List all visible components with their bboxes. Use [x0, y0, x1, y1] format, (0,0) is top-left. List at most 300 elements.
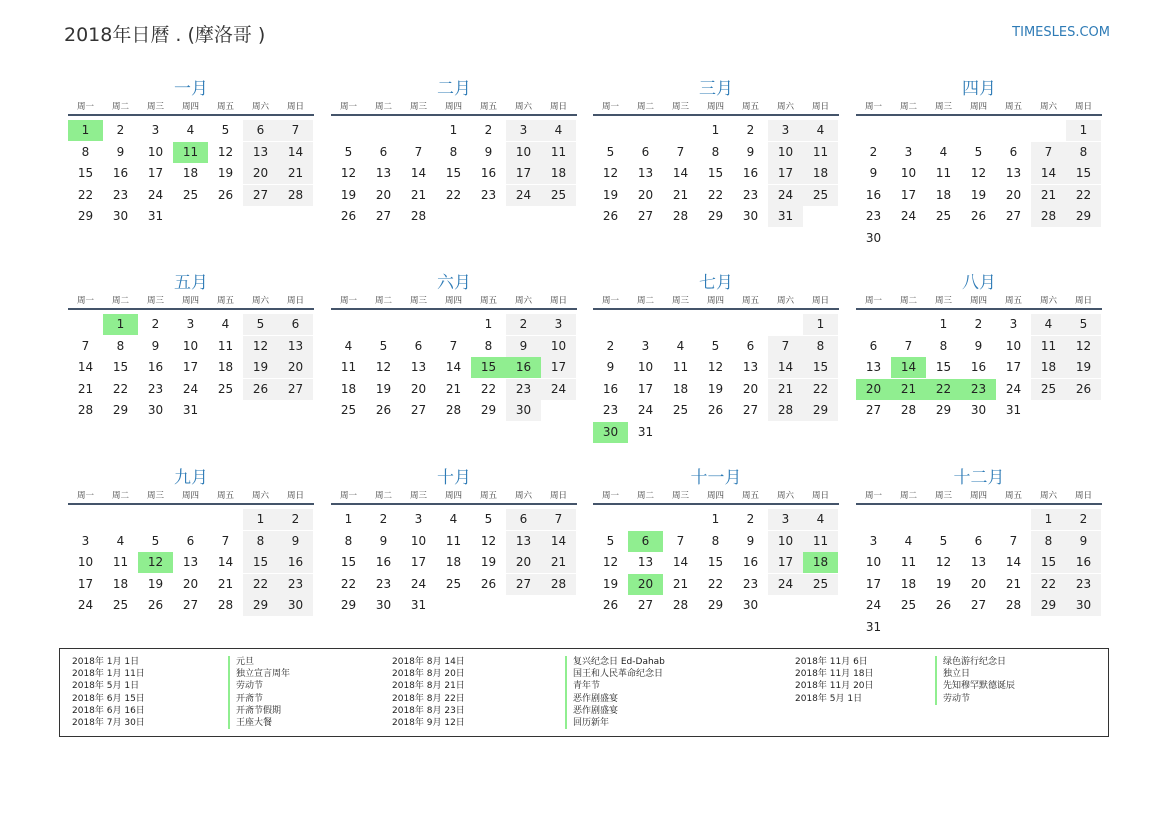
- day-cell[interactable]: 30: [147, 403, 164, 417]
- day-cell[interactable]: 15: [243, 552, 278, 573]
- day-cell[interactable]: 7: [904, 338, 913, 353]
- day-cell[interactable]: 6: [278, 314, 313, 335]
- day-cell[interactable]: 15: [1066, 163, 1101, 184]
- day-cell[interactable]: 11: [803, 531, 838, 552]
- day-cell[interactable]: 16: [602, 381, 619, 396]
- day-cell[interactable]: 30: [970, 403, 987, 417]
- day-cell[interactable]: 13: [637, 166, 654, 180]
- day-cell[interactable]: 8: [1066, 142, 1101, 163]
- day-cell[interactable]: 4: [676, 338, 685, 353]
- day-cell[interactable]: 26: [602, 209, 619, 223]
- day-cell[interactable]: 6: [641, 144, 650, 159]
- day-cell[interactable]: 30: [506, 400, 541, 421]
- day-cell[interactable]: 19: [970, 187, 987, 202]
- day-cell[interactable]: 4: [449, 512, 458, 526]
- day-cell[interactable]: 21: [410, 187, 427, 202]
- day-cell[interactable]: 13: [1005, 166, 1022, 180]
- day-cell[interactable]: 19: [602, 187, 619, 202]
- day-cell[interactable]: 4: [541, 120, 576, 141]
- day-cell[interactable]: 25: [182, 187, 199, 202]
- day-cell[interactable]: 13: [278, 336, 313, 357]
- day-cell[interactable]: 10: [410, 533, 427, 548]
- day-cell[interactable]: 14: [445, 360, 462, 374]
- day-cell[interactable]: 28: [410, 209, 427, 223]
- day-cell[interactable]: 27: [1005, 209, 1022, 223]
- day-cell[interactable]: 10: [1005, 338, 1022, 353]
- day-cell[interactable]: 18: [672, 381, 689, 396]
- day-cell[interactable]: 24: [900, 209, 917, 223]
- holiday-day-cell[interactable]: 1: [103, 314, 138, 335]
- day-cell[interactable]: 18: [935, 187, 952, 202]
- holiday-day-cell[interactable]: 22: [926, 379, 961, 400]
- holiday-day-cell[interactable]: 20: [628, 574, 663, 595]
- holiday-day-cell[interactable]: 15: [471, 357, 506, 378]
- day-cell[interactable]: 6: [1009, 144, 1018, 159]
- day-cell[interactable]: 31: [865, 619, 882, 634]
- day-cell[interactable]: 2: [278, 509, 313, 530]
- day-cell[interactable]: 2: [746, 512, 755, 526]
- day-cell[interactable]: 28: [217, 598, 234, 612]
- day-cell[interactable]: 9: [506, 336, 541, 357]
- holiday-day-cell[interactable]: 18: [803, 552, 838, 573]
- day-cell[interactable]: 11: [112, 555, 129, 569]
- day-cell[interactable]: 25: [1031, 379, 1066, 400]
- day-cell[interactable]: 17: [768, 552, 803, 573]
- day-cell[interactable]: 8: [711, 144, 720, 159]
- day-cell[interactable]: 28: [445, 403, 462, 417]
- day-cell[interactable]: 29: [707, 598, 724, 612]
- day-cell[interactable]: 14: [1031, 163, 1066, 184]
- day-cell[interactable]: 17: [506, 163, 541, 184]
- day-cell[interactable]: 16: [1066, 552, 1101, 573]
- day-cell[interactable]: 3: [541, 314, 576, 335]
- day-cell[interactable]: 1: [1066, 120, 1101, 141]
- day-cell[interactable]: 15: [112, 360, 129, 374]
- day-cell[interactable]: 27: [637, 598, 654, 612]
- day-cell[interactable]: 5: [379, 338, 388, 353]
- day-cell[interactable]: 26: [970, 209, 987, 223]
- day-cell[interactable]: 17: [410, 555, 427, 569]
- day-cell[interactable]: 7: [449, 338, 458, 353]
- day-cell[interactable]: 15: [1031, 552, 1066, 573]
- day-cell[interactable]: 10: [541, 336, 576, 357]
- day-cell[interactable]: 28: [278, 185, 313, 206]
- day-cell[interactable]: 12: [480, 533, 497, 548]
- day-cell[interactable]: 29: [935, 403, 952, 417]
- day-cell[interactable]: 5: [1066, 314, 1101, 335]
- day-cell[interactable]: 7: [278, 120, 313, 141]
- day-cell[interactable]: 21: [445, 381, 462, 396]
- day-cell[interactable]: 19: [1066, 357, 1101, 378]
- day-cell[interactable]: 25: [803, 574, 838, 595]
- day-cell[interactable]: 4: [939, 144, 948, 159]
- day-cell[interactable]: 6: [186, 533, 195, 548]
- day-cell[interactable]: 7: [221, 533, 230, 548]
- day-cell[interactable]: 1: [803, 314, 838, 335]
- day-cell[interactable]: 15: [445, 166, 462, 180]
- day-cell[interactable]: 31: [147, 209, 164, 223]
- holiday-day-cell[interactable]: 11: [173, 142, 208, 163]
- day-cell[interactable]: 21: [768, 379, 803, 400]
- day-cell[interactable]: 13: [182, 555, 199, 569]
- day-cell[interactable]: 15: [935, 360, 952, 374]
- day-cell[interactable]: 2: [746, 123, 755, 137]
- day-cell[interactable]: 24: [768, 574, 803, 595]
- day-cell[interactable]: 7: [676, 533, 685, 548]
- day-cell[interactable]: 16: [112, 166, 129, 180]
- day-cell[interactable]: 19: [243, 357, 278, 378]
- day-cell[interactable]: 3: [506, 120, 541, 141]
- day-cell[interactable]: 7: [81, 338, 90, 353]
- day-cell[interactable]: 16: [742, 166, 759, 180]
- day-cell[interactable]: 14: [672, 555, 689, 569]
- day-cell[interactable]: 7: [1031, 142, 1066, 163]
- day-cell[interactable]: 28: [900, 403, 917, 417]
- day-cell[interactable]: 23: [506, 379, 541, 400]
- day-cell[interactable]: 23: [1066, 574, 1101, 595]
- day-cell[interactable]: 24: [865, 598, 882, 612]
- day-cell[interactable]: 11: [445, 533, 462, 548]
- day-cell[interactable]: 21: [1005, 576, 1022, 591]
- day-cell[interactable]: 12: [340, 166, 357, 180]
- day-cell[interactable]: 1: [1031, 509, 1066, 530]
- day-cell[interactable]: 5: [243, 314, 278, 335]
- day-cell[interactable]: 4: [803, 509, 838, 530]
- day-cell[interactable]: 31: [182, 403, 199, 417]
- day-cell[interactable]: 21: [77, 381, 94, 396]
- day-cell[interactable]: 11: [935, 166, 952, 180]
- day-cell[interactable]: 5: [344, 144, 353, 159]
- day-cell[interactable]: 25: [900, 598, 917, 612]
- day-cell[interactable]: 26: [1066, 379, 1101, 400]
- day-cell[interactable]: 23: [147, 381, 164, 396]
- day-cell[interactable]: 3: [81, 533, 90, 548]
- day-cell[interactable]: 19: [935, 576, 952, 591]
- day-cell[interactable]: 16: [970, 360, 987, 374]
- day-cell[interactable]: 12: [935, 555, 952, 569]
- day-cell[interactable]: 12: [243, 336, 278, 357]
- day-cell[interactable]: 6: [974, 533, 983, 548]
- day-cell[interactable]: 21: [217, 576, 234, 591]
- day-cell[interactable]: 2: [869, 144, 878, 159]
- day-cell[interactable]: 20: [742, 381, 759, 396]
- day-cell[interactable]: 18: [900, 576, 917, 591]
- day-cell[interactable]: 16: [375, 555, 392, 569]
- day-cell[interactable]: 17: [77, 576, 94, 591]
- day-cell[interactable]: 13: [742, 360, 759, 374]
- day-cell[interactable]: 23: [602, 403, 619, 417]
- day-cell[interactable]: 31: [1005, 403, 1022, 417]
- day-cell[interactable]: 9: [606, 360, 615, 374]
- day-cell[interactable]: 12: [707, 360, 724, 374]
- day-cell[interactable]: 4: [344, 338, 353, 353]
- day-cell[interactable]: 14: [217, 555, 234, 569]
- day-cell[interactable]: 12: [970, 166, 987, 180]
- day-cell[interactable]: 3: [1009, 317, 1018, 331]
- day-cell[interactable]: 16: [865, 187, 882, 202]
- day-cell[interactable]: 17: [182, 360, 199, 374]
- day-cell[interactable]: 11: [803, 142, 838, 163]
- day-cell[interactable]: 28: [768, 400, 803, 421]
- day-cell[interactable]: 1: [449, 123, 458, 137]
- day-cell[interactable]: 18: [217, 360, 234, 374]
- day-cell[interactable]: 15: [707, 166, 724, 180]
- day-cell[interactable]: 9: [746, 144, 755, 159]
- holiday-day-cell[interactable]: 30: [593, 422, 628, 443]
- day-cell[interactable]: 8: [449, 144, 458, 159]
- day-cell[interactable]: 9: [484, 144, 493, 159]
- day-cell[interactable]: 4: [116, 533, 125, 548]
- day-cell[interactable]: 29: [480, 403, 497, 417]
- day-cell[interactable]: 21: [672, 576, 689, 591]
- day-cell[interactable]: 25: [217, 381, 234, 396]
- day-cell[interactable]: 5: [484, 512, 493, 526]
- day-cell[interactable]: 28: [1031, 206, 1066, 227]
- day-cell[interactable]: 26: [375, 403, 392, 417]
- day-cell[interactable]: 23: [742, 576, 759, 591]
- day-cell[interactable]: 23: [480, 187, 497, 202]
- day-cell[interactable]: 25: [672, 403, 689, 417]
- day-cell[interactable]: 20: [375, 187, 392, 202]
- day-cell[interactable]: 30: [742, 209, 759, 223]
- day-cell[interactable]: 11: [217, 338, 234, 353]
- day-cell[interactable]: 8: [484, 338, 493, 353]
- day-cell[interactable]: 24: [541, 379, 576, 400]
- day-cell[interactable]: 6: [243, 120, 278, 141]
- day-cell[interactable]: 30: [278, 595, 313, 616]
- day-cell[interactable]: 17: [865, 576, 882, 591]
- day-cell[interactable]: 11: [1031, 336, 1066, 357]
- day-cell[interactable]: 28: [77, 403, 94, 417]
- day-cell[interactable]: 24: [637, 403, 654, 417]
- day-cell[interactable]: 29: [77, 209, 94, 223]
- day-cell[interactable]: 10: [637, 360, 654, 374]
- day-cell[interactable]: 26: [707, 403, 724, 417]
- day-cell[interactable]: 30: [112, 209, 129, 223]
- day-cell[interactable]: 16: [147, 360, 164, 374]
- day-cell[interactable]: 31: [637, 424, 654, 439]
- day-cell[interactable]: 18: [182, 166, 199, 180]
- day-cell[interactable]: 9: [746, 533, 755, 548]
- day-cell[interactable]: 21: [1031, 185, 1066, 206]
- holiday-day-cell[interactable]: 21: [891, 379, 926, 400]
- day-cell[interactable]: 22: [112, 381, 129, 396]
- day-cell[interactable]: 4: [1031, 314, 1066, 335]
- day-cell[interactable]: 24: [147, 187, 164, 202]
- day-cell[interactable]: 13: [243, 142, 278, 163]
- day-cell[interactable]: 21: [672, 187, 689, 202]
- day-cell[interactable]: 17: [768, 163, 803, 184]
- day-cell[interactable]: 22: [445, 187, 462, 202]
- day-cell[interactable]: 22: [707, 576, 724, 591]
- day-cell[interactable]: 10: [77, 555, 94, 569]
- day-cell[interactable]: 22: [480, 381, 497, 396]
- holiday-day-cell[interactable]: 12: [138, 552, 173, 573]
- site-link[interactable]: TIMESLES.COM: [1012, 25, 1110, 40]
- day-cell[interactable]: 7: [414, 144, 423, 159]
- day-cell[interactable]: 19: [217, 166, 234, 180]
- day-cell[interactable]: 18: [112, 576, 129, 591]
- day-cell[interactable]: 15: [707, 555, 724, 569]
- day-cell[interactable]: 26: [243, 379, 278, 400]
- day-cell[interactable]: 22: [803, 379, 838, 400]
- day-cell[interactable]: 6: [414, 338, 423, 353]
- day-cell[interactable]: 22: [1031, 574, 1066, 595]
- day-cell[interactable]: 3: [768, 120, 803, 141]
- day-cell[interactable]: 17: [147, 166, 164, 180]
- day-cell[interactable]: 3: [414, 512, 423, 526]
- day-cell[interactable]: 12: [217, 144, 234, 159]
- day-cell[interactable]: 5: [606, 533, 615, 548]
- day-cell[interactable]: 23: [112, 187, 129, 202]
- day-cell[interactable]: 5: [221, 123, 230, 137]
- day-cell[interactable]: 19: [707, 381, 724, 396]
- day-cell[interactable]: 20: [243, 163, 278, 184]
- day-cell[interactable]: 2: [484, 123, 493, 137]
- day-cell[interactable]: 19: [340, 187, 357, 202]
- day-cell[interactable]: 8: [803, 336, 838, 357]
- day-cell[interactable]: 28: [1005, 598, 1022, 612]
- day-cell[interactable]: 12: [602, 166, 619, 180]
- day-cell[interactable]: 23: [742, 187, 759, 202]
- day-cell[interactable]: 3: [869, 533, 878, 548]
- day-cell[interactable]: 25: [803, 185, 838, 206]
- day-cell[interactable]: 1: [711, 123, 720, 137]
- day-cell[interactable]: 21: [541, 552, 576, 573]
- day-cell[interactable]: 26: [602, 598, 619, 612]
- day-cell[interactable]: 9: [1066, 531, 1101, 552]
- day-cell[interactable]: 18: [803, 163, 838, 184]
- day-cell[interactable]: 3: [151, 123, 160, 137]
- day-cell[interactable]: 19: [375, 381, 392, 396]
- day-cell[interactable]: 6: [379, 144, 388, 159]
- day-cell[interactable]: 25: [112, 598, 129, 612]
- day-cell[interactable]: 31: [410, 598, 427, 612]
- day-cell[interactable]: 26: [147, 598, 164, 612]
- day-cell[interactable]: 11: [340, 360, 357, 374]
- day-cell[interactable]: 25: [340, 403, 357, 417]
- holiday-day-cell[interactable]: 20: [856, 379, 891, 400]
- holiday-day-cell[interactable]: 23: [961, 379, 996, 400]
- day-cell[interactable]: 10: [865, 555, 882, 569]
- day-cell[interactable]: 28: [672, 598, 689, 612]
- day-cell[interactable]: 14: [541, 531, 576, 552]
- day-cell[interactable]: 28: [672, 209, 689, 223]
- day-cell[interactable]: 4: [221, 317, 230, 331]
- day-cell[interactable]: 27: [410, 403, 427, 417]
- day-cell[interactable]: 12: [375, 360, 392, 374]
- day-cell[interactable]: 8: [711, 533, 720, 548]
- day-cell[interactable]: 27: [637, 209, 654, 223]
- day-cell[interactable]: 8: [939, 338, 948, 353]
- day-cell[interactable]: 8: [1031, 531, 1066, 552]
- day-cell[interactable]: 25: [445, 576, 462, 591]
- day-cell[interactable]: 2: [151, 317, 160, 331]
- day-cell[interactable]: 8: [243, 531, 278, 552]
- day-cell[interactable]: 16: [742, 555, 759, 569]
- holiday-day-cell[interactable]: 16: [506, 357, 541, 378]
- day-cell[interactable]: 11: [900, 555, 917, 569]
- day-cell[interactable]: 1: [711, 512, 720, 526]
- day-cell[interactable]: 7: [676, 144, 685, 159]
- day-cell[interactable]: 4: [186, 123, 195, 137]
- day-cell[interactable]: 18: [541, 163, 576, 184]
- day-cell[interactable]: 9: [278, 531, 313, 552]
- day-cell[interactable]: 14: [1005, 555, 1022, 569]
- day-cell[interactable]: 29: [112, 403, 129, 417]
- day-cell[interactable]: 22: [707, 187, 724, 202]
- holiday-day-cell[interactable]: 14: [891, 357, 926, 378]
- day-cell[interactable]: 29: [1066, 206, 1101, 227]
- day-cell[interactable]: 24: [768, 185, 803, 206]
- day-cell[interactable]: 11: [672, 360, 689, 374]
- day-cell[interactable]: 29: [1031, 595, 1066, 616]
- day-cell[interactable]: 12: [1066, 336, 1101, 357]
- day-cell[interactable]: 5: [974, 144, 983, 159]
- day-cell[interactable]: 27: [506, 574, 541, 595]
- day-cell[interactable]: 19: [480, 555, 497, 569]
- day-cell[interactable]: 9: [151, 338, 160, 353]
- day-cell[interactable]: 5: [711, 338, 720, 353]
- day-cell[interactable]: 30: [1066, 595, 1101, 616]
- day-cell[interactable]: 6: [506, 509, 541, 530]
- day-cell[interactable]: 4: [803, 120, 838, 141]
- day-cell[interactable]: 14: [410, 166, 427, 180]
- day-cell[interactable]: 11: [541, 142, 576, 163]
- day-cell[interactable]: 27: [742, 403, 759, 417]
- day-cell[interactable]: 24: [77, 598, 94, 612]
- day-cell[interactable]: 8: [81, 144, 90, 159]
- day-cell[interactable]: 29: [340, 598, 357, 612]
- day-cell[interactable]: 14: [672, 166, 689, 180]
- day-cell[interactable]: 2: [606, 338, 615, 353]
- day-cell[interactable]: 25: [935, 209, 952, 223]
- day-cell[interactable]: 5: [939, 533, 948, 548]
- day-cell[interactable]: 27: [278, 379, 313, 400]
- day-cell[interactable]: 4: [904, 533, 913, 548]
- day-cell[interactable]: 7: [768, 336, 803, 357]
- day-cell[interactable]: 29: [707, 209, 724, 223]
- day-cell[interactable]: 15: [77, 166, 94, 180]
- day-cell[interactable]: 22: [243, 574, 278, 595]
- day-cell[interactable]: 29: [243, 595, 278, 616]
- day-cell[interactable]: 25: [541, 185, 576, 206]
- day-cell[interactable]: 22: [340, 576, 357, 591]
- day-cell[interactable]: 31: [768, 206, 803, 227]
- day-cell[interactable]: 27: [375, 209, 392, 223]
- day-cell[interactable]: 27: [970, 598, 987, 612]
- day-cell[interactable]: 23: [278, 574, 313, 595]
- day-cell[interactable]: 14: [278, 142, 313, 163]
- day-cell[interactable]: 26: [480, 576, 497, 591]
- day-cell[interactable]: 15: [803, 357, 838, 378]
- day-cell[interactable]: 10: [768, 531, 803, 552]
- day-cell[interactable]: 5: [606, 144, 615, 159]
- day-cell[interactable]: 3: [641, 338, 650, 353]
- day-cell[interactable]: 16: [480, 166, 497, 180]
- day-cell[interactable]: 7: [1009, 533, 1018, 548]
- day-cell[interactable]: 2: [974, 317, 983, 331]
- day-cell[interactable]: 8: [116, 338, 125, 353]
- day-cell[interactable]: 10: [506, 142, 541, 163]
- day-cell[interactable]: 2: [116, 123, 125, 137]
- day-cell[interactable]: 20: [182, 576, 199, 591]
- day-cell[interactable]: 30: [375, 598, 392, 612]
- day-cell[interactable]: 15: [340, 555, 357, 569]
- day-cell[interactable]: 9: [116, 144, 125, 159]
- day-cell[interactable]: 13: [375, 166, 392, 180]
- day-cell[interactable]: 5: [151, 533, 160, 548]
